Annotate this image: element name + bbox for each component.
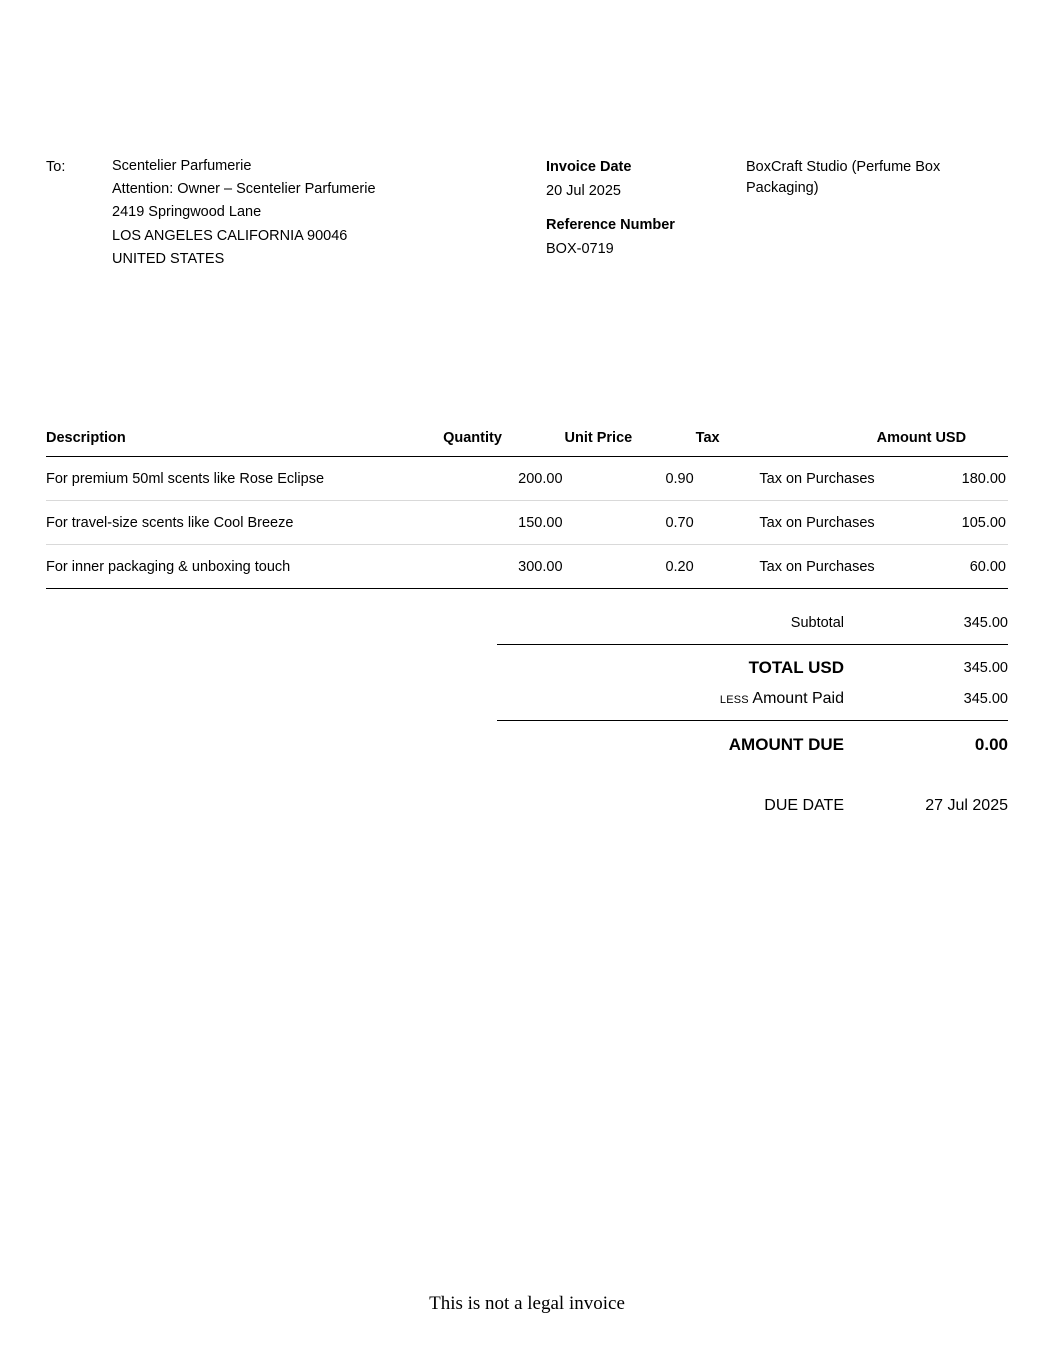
cell-unit-price: 0.70: [565, 501, 696, 545]
cell-tax: Tax on Purchases: [696, 501, 877, 545]
less-tag: LESS: [719, 694, 749, 706]
due-date-value: 27 Jul 2025: [925, 797, 1008, 814]
due-date-row: [497, 765, 1008, 825]
invoice-meta-block: [546, 155, 746, 259]
footer-note: This is not a legal invoice: [429, 1293, 625, 1314]
line-items-header: [46, 430, 1008, 457]
cell-quantity: 200.00: [443, 457, 564, 501]
amount-paid-value: 345.00: [868, 688, 1008, 721]
header-tax: Tax: [696, 430, 877, 457]
recipient-name: Scentelier Parfumerie: [112, 158, 252, 174]
vendor-name: BoxCraft Studio (Perfume Box Packaging): [746, 159, 941, 196]
header-amount: Amount USD: [877, 430, 1008, 457]
cell-tax: Tax on Purchases: [696, 457, 877, 501]
recipient-country: UNITED STATES: [112, 250, 225, 267]
cell-description: For premium 50ml scents like Rose Eclipse: [46, 457, 443, 501]
cell-description: For travel-size scents like Cool Breeze: [46, 501, 443, 545]
total-value: 345.00: [963, 660, 1008, 676]
recipient-block: [46, 155, 546, 271]
amount-paid-label: [497, 688, 868, 721]
table-row: [46, 545, 1008, 589]
cell-amount: 60.00: [877, 545, 1008, 589]
header-quantity: Quantity: [443, 430, 564, 457]
cell-amount: 180.00: [877, 457, 1008, 501]
totals-table: [497, 605, 1008, 825]
line-items-body: [46, 457, 1008, 589]
header-unit-price: Unit Price: [565, 430, 696, 457]
recipient-attention: Attention: Owner – Scentelier Parfumerie: [112, 181, 376, 198]
cell-quantity: 150.00: [443, 501, 564, 545]
due-date-label: DUE DATE: [764, 797, 844, 814]
reference-number-value: BOX-0719: [546, 241, 614, 257]
invoice-date-value: 20 Jul 2025: [546, 183, 621, 199]
cell-description: For inner packaging & unboxing touch: [46, 545, 443, 589]
amount-due-row: [497, 721, 1008, 766]
to-label: To:: [46, 159, 66, 175]
cell-unit-price: 0.90: [565, 457, 696, 501]
total-row: [497, 645, 1008, 689]
recipient-address: [112, 155, 376, 271]
table-row: [46, 501, 1008, 545]
amount-due-label: AMOUNT DUE: [728, 735, 844, 754]
recipient-city: LOS ANGELES CALIFORNIA 90046: [112, 227, 348, 244]
header-description: Description: [46, 430, 443, 457]
reference-number-label: Reference Number: [546, 217, 675, 233]
table-row: [46, 457, 1008, 501]
recipient-street: 2419 Springwood Lane: [112, 204, 262, 221]
invoice-header: [46, 155, 1008, 271]
subtotal-label: Subtotal: [497, 605, 868, 645]
line-items-table: [46, 430, 1008, 589]
total-label: TOTAL USD: [748, 658, 844, 677]
cell-quantity: 300.00: [443, 545, 564, 589]
subtotal-row: [497, 605, 1008, 645]
subtotal-value: 345.00: [868, 605, 1008, 645]
amount-due-value: 0.00: [974, 735, 1008, 754]
cell-tax: Tax on Purchases: [696, 545, 877, 589]
amount-paid-text: Amount Paid: [752, 690, 844, 707]
invoice-date-label: Invoice Date: [546, 159, 632, 175]
amount-paid-row: [497, 688, 1008, 721]
table-header-row: [46, 430, 1008, 457]
cell-unit-price: 0.20: [565, 545, 696, 589]
cell-amount: 105.00: [877, 501, 1008, 545]
